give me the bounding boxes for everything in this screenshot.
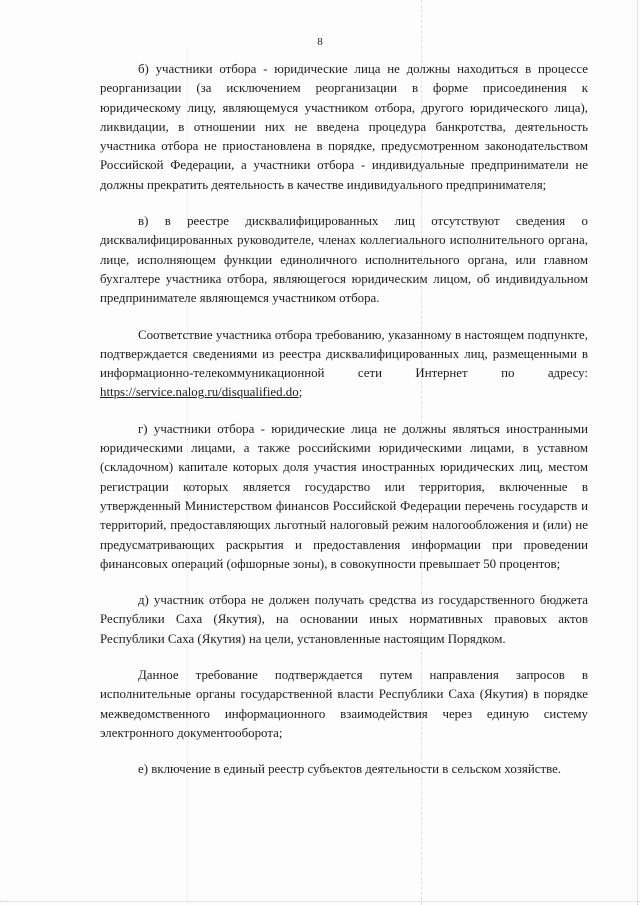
paragraph-b: б) участники отбора - юридические лица не должны находиться в процессе реорганизации (за исключением реорганизации в форме присоединения к юридическому лицу, являющемуся участником отбора, другого юридического лица), ликвидации, в отношении них не введена процедура банкротства, деятельность участника отбора не приостановлена в порядке, предусмотренном законодательством Российской Федерации, а участники отбора - индивидуальные предприниматели не должны прекратить деятельность в качестве индивидуального предпринимателя; (100, 62, 588, 192)
page-body (100, 60, 588, 780)
paragraph-d: д) участник отбора не должен получать средства из государственного бюджета Республики Саха (Якутия), на основании иных нормативных правовых актов Республики Саха (Якутия) на цели, установленные настоящим Порядком. (100, 593, 588, 646)
scan-edge-right (637, 0, 638, 905)
page-number: 8 (317, 36, 323, 48)
paragraph-d-confirmation: Данное требование подтверждается путем направления запросов в исполнительные органы государственной власти Республики Саха (Якутия) в порядке межведомственного информационного взаимодействия через единую систему электронного документооборота; (100, 668, 588, 740)
paragraph-v-confirmation (100, 326, 588, 403)
paragraph-v-confirmation-text: Соответствие участника отбора требованию, указанному в настоящем подпункте, подтверждается сведениями из реестра дисквалифицированных лиц, размещенными в информационно-телекоммуникационной сети Интернет по адресу: (100, 327, 588, 381)
paragraph-e: е) включение в единый реестр субъектов деятельности в сельском хозяйстве. (138, 762, 562, 777)
paragraph-v: в) в реестре дисквалифицированных лиц отсутствуют сведения о дисквалифицированных руководителе, членах коллегиального исполнительного органа, лице, исполняющем функции единоличного исполнительного органа, или главном бухгалтере участника отбора, являющегося юридическим лицом, об индивидуальном предпринимателе являющемся участником отбора. (100, 214, 588, 306)
paragraph-g: г) участники отбора - юридические лица не должны являться иностранными юридическими лицами, а также российскими юридическими лицами, в уставном (складочном) капитале которых доля участия иностранных юридических лиц, местом регистрации которых является государство или территория, включенные в утвержденный Министерством финансов Российской Федерации перечень государств и территорий, предоставляющих льготный налоговый режим налогообложения и (или) не предусматривающих раскрытия и предоставления информации при проведении финансовых операций (офшорные зоны), в совокупности превышает 50 процентов; (100, 421, 588, 571)
paragraph-v-confirmation-end: ; (298, 385, 303, 400)
disqualified-registry-link[interactable]: https://service.nalog.ru/disqualified.do (100, 385, 299, 400)
scan-edge-bottom (0, 901, 640, 903)
